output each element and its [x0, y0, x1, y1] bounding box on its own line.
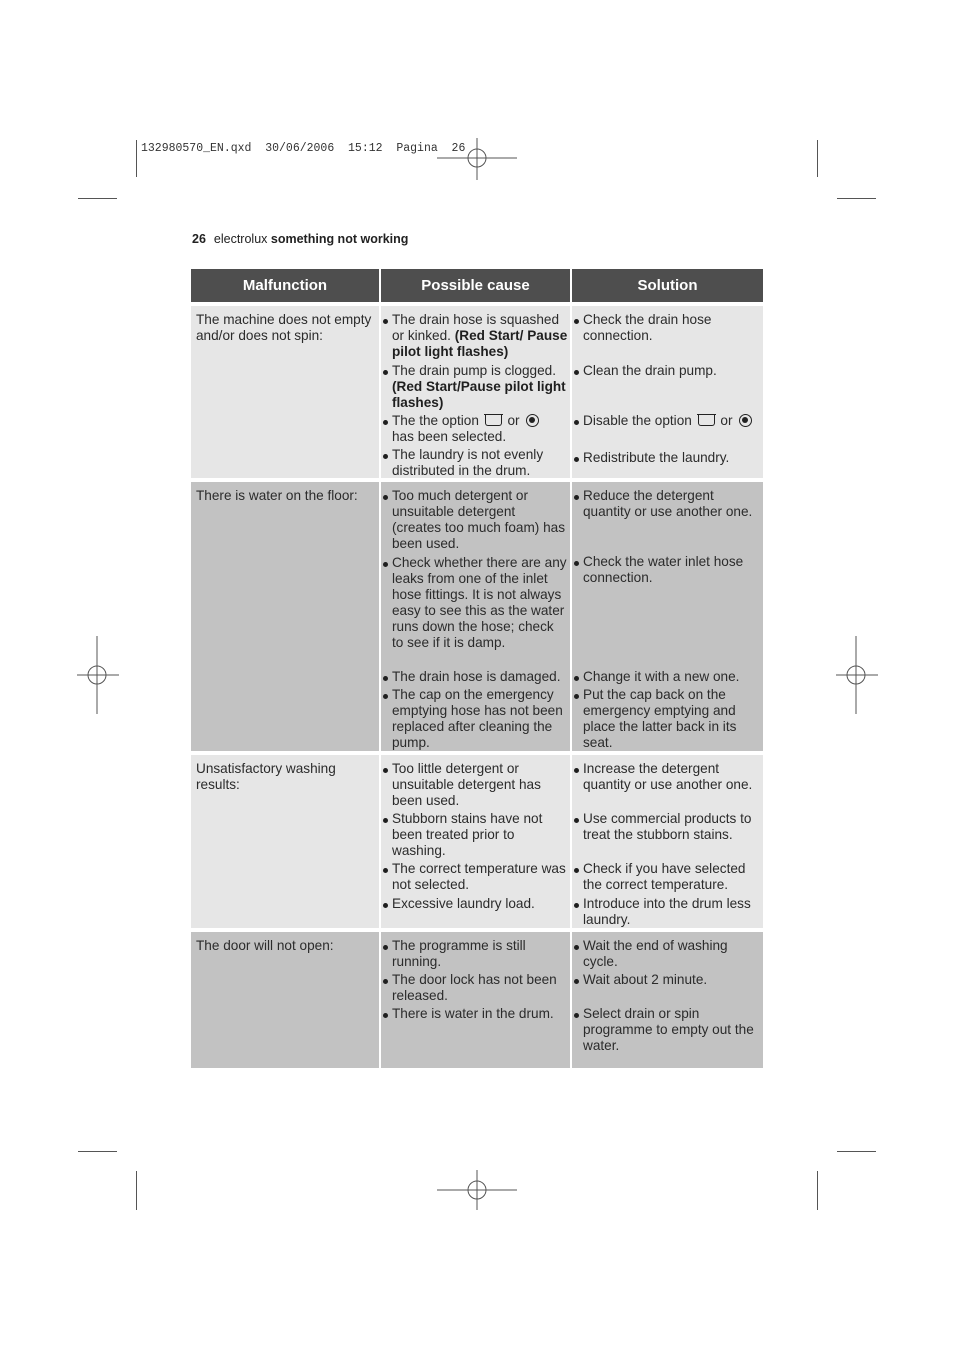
- cause-item: The door lock has not been released.: [385, 972, 568, 1004]
- solution-item: Change it with a new one.: [576, 669, 761, 685]
- malfunction-cell: There is water on the floor:: [191, 482, 379, 751]
- cause-cell: [381, 755, 570, 928]
- table-row: [191, 932, 763, 1068]
- cause-item: The the option or has been selected.: [385, 413, 568, 445]
- solution-item: Wait about 2 minute.: [576, 972, 761, 988]
- section-title: something not working: [270, 232, 409, 246]
- solution-item: Redistribute the laundry.: [576, 450, 761, 466]
- solution-item: Disable the option or: [576, 413, 761, 429]
- crop-mark: [837, 1151, 876, 1152]
- crop-mark: [136, 140, 137, 177]
- registration-mark-bottom-icon: [437, 1170, 517, 1210]
- solution-item: Check if you have selected the correct temperature.: [576, 861, 761, 893]
- malfunction-cell: The machine does not empty and/or does not spin:: [191, 306, 379, 478]
- cause-item: Too little detergent or unsuitable detergent has been used.: [385, 761, 568, 809]
- solution-item: Use commercial products to treat the stubborn stains.: [576, 811, 761, 843]
- night-cycle-icon: [739, 414, 752, 427]
- table-row: [191, 755, 763, 928]
- solution-item: Reduce the detergent quantity or use another one.: [576, 488, 761, 520]
- header-solution: Solution: [572, 269, 763, 302]
- cause-cell: [381, 932, 570, 1068]
- registration-mark-right-icon: [836, 636, 878, 714]
- cause-cell: [381, 306, 570, 478]
- table-row: [191, 482, 763, 751]
- cause-item: The drain hose is damaged.: [385, 669, 568, 685]
- cause-item: The programme is still running.: [385, 938, 568, 970]
- troubleshooting-table: [191, 269, 763, 1068]
- malfunction-cell: Unsatisfactory washing results:: [191, 755, 379, 928]
- registration-mark-top-icon: [437, 138, 517, 180]
- brand-name: electrolux: [213, 232, 268, 246]
- registration-mark-left-icon: [77, 636, 119, 714]
- solution-cell: [572, 755, 763, 928]
- solution-item: Increase the detergent quantity or use another one.: [576, 761, 761, 793]
- crop-mark: [136, 1171, 137, 1210]
- malfunction-cell: The door will not open:: [191, 932, 379, 1068]
- crop-mark: [817, 1171, 818, 1210]
- solution-cell: [572, 482, 763, 751]
- cause-item: The drain pump is clogged. (Red Start/Pause pilot light flashes): [385, 363, 568, 411]
- table-header: [191, 269, 763, 302]
- crop-mark: [837, 198, 876, 199]
- cause-item: Stubborn stains have not been treated prior to washing.: [385, 811, 568, 859]
- crop-mark: [78, 198, 117, 199]
- solution-item: Check the drain hose connection.: [576, 312, 761, 344]
- table-row: [191, 306, 763, 478]
- cause-item: The drain hose is squashed or kinked. (Red Start/ Pause pilot light flashes): [385, 312, 568, 360]
- header-possible-cause: Possible cause: [381, 269, 570, 302]
- cause-item: The laundry is not evenly distributed in the drum.: [385, 447, 568, 479]
- solution-item: Introduce into the drum less laundry.: [576, 896, 761, 928]
- cause-item: Excessive laundry load.: [385, 896, 568, 912]
- rinse-hold-icon: [698, 414, 715, 426]
- cause-item: There is water in the drum.: [385, 1006, 568, 1022]
- cause-cell: [381, 482, 570, 751]
- night-cycle-icon: [526, 414, 539, 427]
- solution-item: Put the cap back on the emergency emptying and place the latter back in its seat.: [576, 687, 761, 751]
- cause-item: Too much detergent or unsuitable detergent (creates too much foam) has been used.: [385, 488, 568, 552]
- print-slug: 132980570_EN.qxd 30/06/2006 15:12 Pagina 26: [141, 142, 466, 155]
- solution-item: Check the water inlet hose connection.: [576, 554, 761, 586]
- header-malfunction: Malfunction: [191, 269, 379, 302]
- page-number: 26: [192, 232, 206, 246]
- solution-item: Clean the drain pump.: [576, 363, 761, 379]
- solution-item: Wait the end of washing cycle.: [576, 938, 761, 970]
- cause-item: Check whether there are any leaks from one of the inlet hose fittings. It is not always easy to see this as the water runs down the hose; check to see if it is damp.: [385, 555, 568, 651]
- rinse-hold-icon: [485, 414, 502, 426]
- solution-cell: [572, 932, 763, 1068]
- cause-item: The cap on the emergency emptying hose has not been replaced after cleaning the pump.: [385, 687, 568, 751]
- cause-item: The correct temperature was not selected.: [385, 861, 568, 893]
- crop-mark: [817, 140, 818, 177]
- crop-mark: [78, 1151, 117, 1152]
- page-header: [192, 232, 408, 246]
- solution-cell: [572, 306, 763, 478]
- solution-item: Select drain or spin programme to empty out the water.: [576, 1006, 761, 1054]
